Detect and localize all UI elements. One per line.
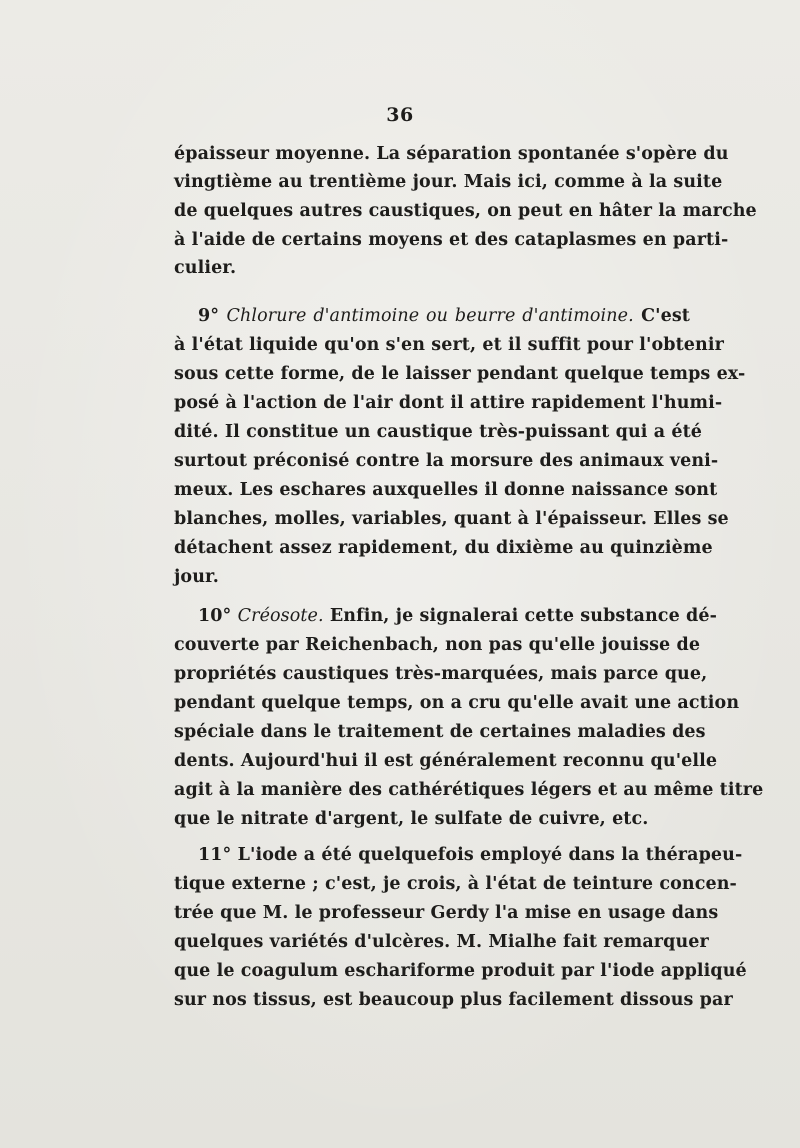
text-line: 11° L'iode a été quelquefois employé dans la thérapeu-: [198, 845, 743, 865]
text-line: quelques variétés d'ulcères. M. Mialhe fait remarquer: [174, 932, 709, 952]
text-line: tique externe ; c'est, je crois, à l'état de teinture concen-: [174, 874, 737, 894]
text-line: posé à l'action de l'air dont il attire rapidement l'humi-: [174, 393, 723, 413]
text-run: C'est: [633, 306, 690, 326]
text-line: épaisseur moyenne. La séparation spontanée s'opère du: [174, 144, 729, 164]
text-line: de quelques autres caustiques, on peut en hâter la marche: [174, 201, 757, 221]
italic-term: Chlorure d'antimoine ou beurre d'antimoine.: [226, 306, 634, 326]
text-line: vingtième au trentième jour. Mais ici, comme à la suite: [174, 172, 723, 192]
text-line: à l'aide de certains moyens et des cataplasmes en parti-: [174, 230, 729, 250]
page-number: 36: [386, 104, 414, 126]
item-number: 9°: [198, 306, 227, 326]
text-line: surtout préconisé contre la morsure des animaux veni-: [174, 451, 719, 471]
text-line: dité. Il constitue un caustique très-puissant qui a été: [174, 422, 702, 442]
text-line: blanches, molles, variables, quant à l'épaisseur. Elles se: [174, 509, 729, 529]
text-line: meux. Les eschares auxquelles il donne naissance sont: [174, 480, 718, 500]
text-line: sous cette forme, de le laisser pendant quelque temps ex-: [174, 364, 746, 384]
text-line: que le nitrate d'argent, le sulfate de cuivre, etc.: [174, 809, 649, 829]
text-line: jour.: [174, 567, 219, 587]
text-line: couverte par Reichenbach, non pas qu'elle jouisse de: [174, 635, 701, 655]
text-line: spéciale dans le traitement de certaines maladies des: [174, 722, 706, 742]
text-line: agit à la manière des cathérétiques légers et au même titre: [174, 780, 764, 800]
text-line: pendant quelque temps, on a cru qu'elle avait une action: [174, 693, 740, 713]
text-line: à l'état liquide qu'on s'en sert, et il suffit pour l'obtenir: [174, 335, 724, 355]
italic-term: Créosote.: [237, 606, 324, 626]
text-line: détachent assez rapidement, du dixième au quinzième: [174, 538, 713, 558]
text-line: dents. Aujourd'hui il est généralement reconnu qu'elle: [174, 751, 718, 771]
text-run: Enfin, je signalerai cette substance dé-: [323, 606, 717, 626]
text-line: propriétés caustiques très-marquées, mais parce que,: [174, 664, 708, 684]
text-line: sur nos tissus, est beaucoup plus facilement dissous par: [174, 990, 733, 1010]
text-line: culier.: [174, 258, 237, 278]
text-line: que le coagulum eschariforme produit par l'iode appliqué: [174, 961, 747, 981]
text-line: trée que M. le professeur Gerdy l'a mise en usage dans: [174, 903, 719, 923]
text-line: [198, 605, 717, 627]
item-number: 10°: [198, 606, 238, 626]
text-line: [198, 305, 690, 327]
